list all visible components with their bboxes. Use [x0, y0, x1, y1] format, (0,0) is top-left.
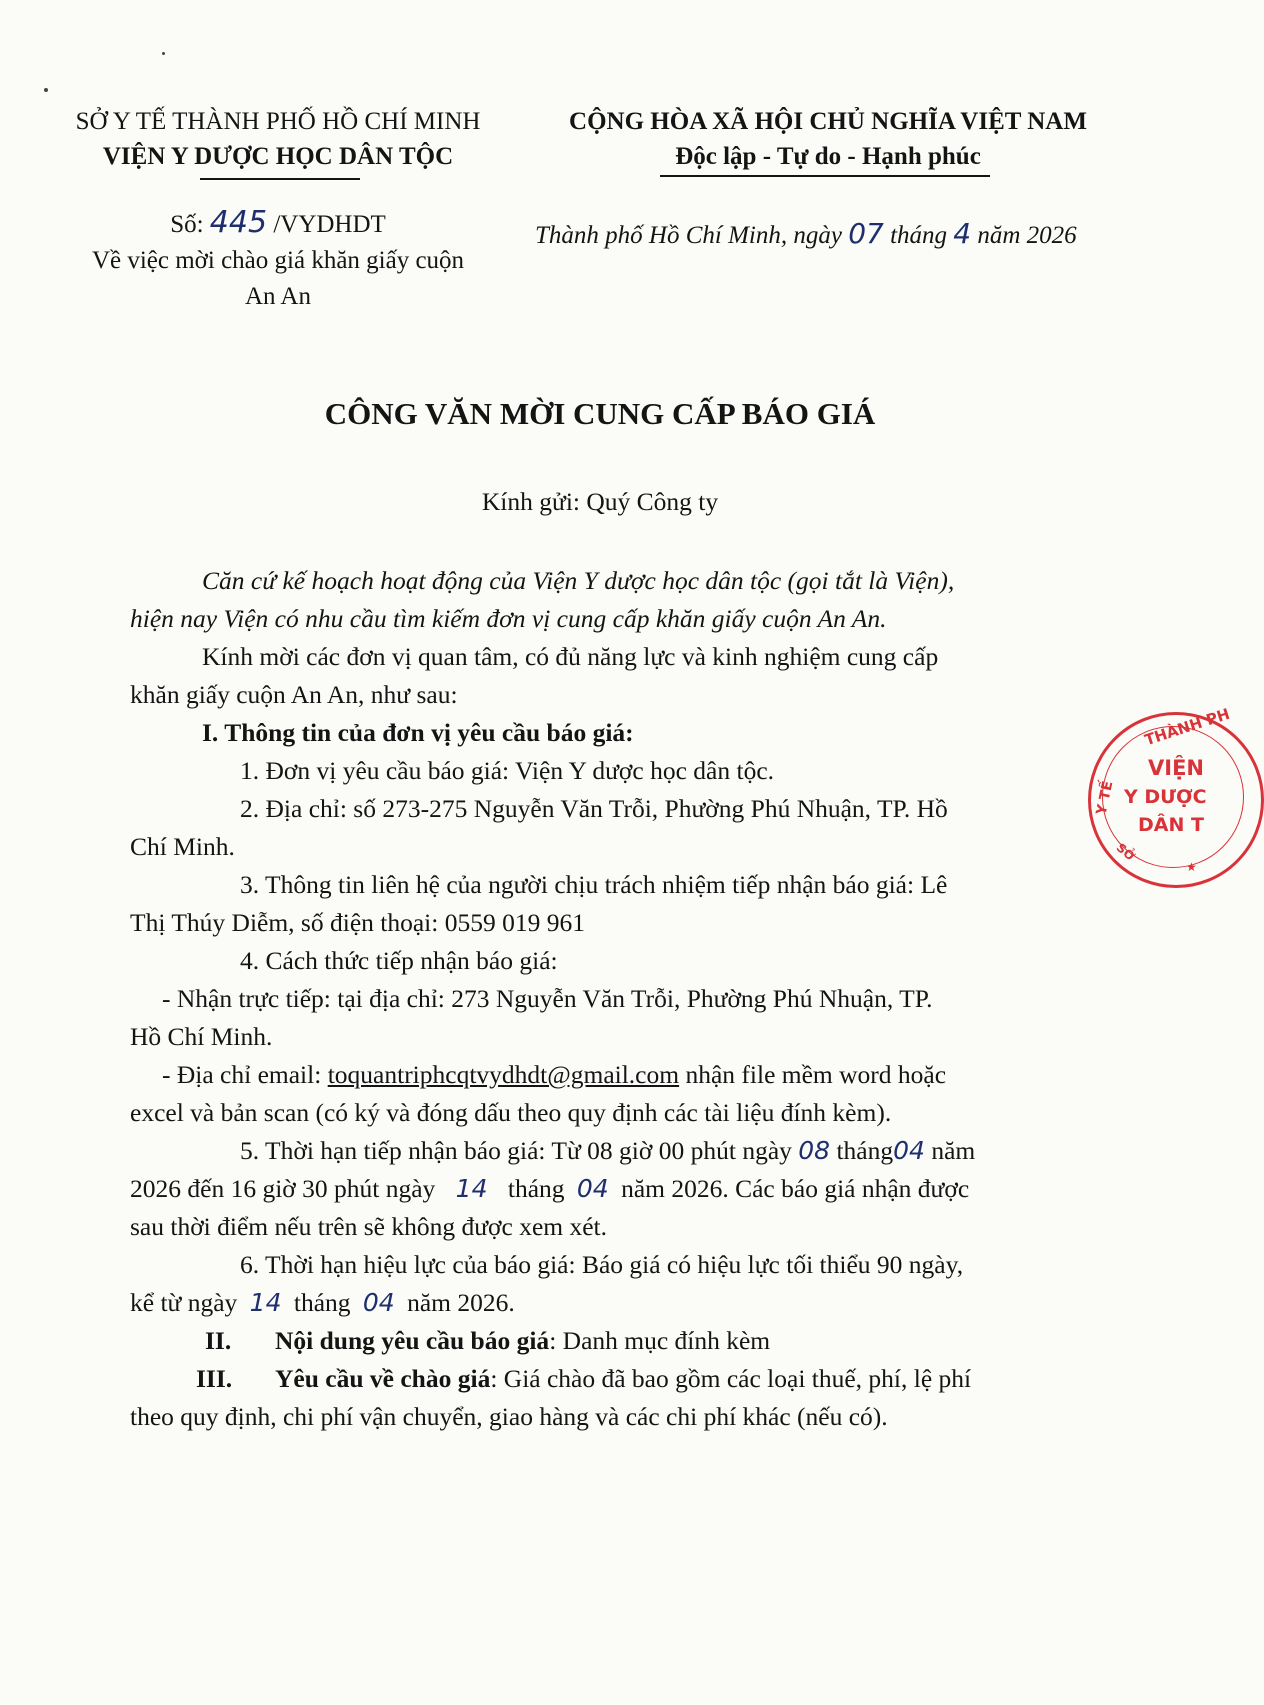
section-1-item-6-line-1: 6. Thời hạn hiệu lực của báo giá: Báo giá có hiệu lực tối thiểu 90 ngày,: [240, 1250, 964, 1279]
item6-month-handwritten: 04: [362, 1288, 395, 1317]
subject-line-2: An An: [245, 283, 311, 310]
agency-name: SỞ Y TẾ THÀNH PHỐ HỒ CHÍ MINH: [75, 108, 481, 135]
date-line: [535, 216, 1077, 253]
section-3-label: Yêu cầu về chào giá: [275, 1364, 491, 1393]
so-number-handwritten: 445: [209, 205, 268, 240]
date-prefix: Thành phố Hồ Chí Minh, ngày: [535, 222, 842, 249]
item6-text-c: năm 2026.: [407, 1288, 515, 1317]
section-1-item-3-line-2: Thị Thúy Diễm, số điện thoại: 0559 019 961: [130, 908, 585, 937]
date-month-label: tháng: [890, 222, 948, 249]
section-2-numeral: II.: [205, 1326, 232, 1355]
item5-text-f: năm 2026. Các báo giá nhận được: [621, 1174, 970, 1203]
section-1-item-6-line-2: [130, 1284, 515, 1322]
bullet-direct-line-2: Hồ Chí Minh.: [130, 1022, 273, 1051]
section-1-item-3-line-1: 3. Thông tin liên hệ của người chịu trách nhiệm tiếp nhận báo giá: Lê: [240, 870, 948, 899]
section-1-item-5-line-2: [130, 1170, 969, 1208]
section-2-line: [205, 1322, 770, 1360]
so-suffix: /VYDHDT: [273, 211, 386, 238]
section-3-text: : Giá chào đã bao gồm các loại thuế, phí, lệ phí: [490, 1364, 972, 1393]
item5-day1-handwritten: 08: [798, 1136, 831, 1165]
subject-line-1: Về việc mời chào giá khăn giấy cuộn: [91, 247, 465, 274]
institute-underline: [200, 178, 360, 180]
intro-line-4: khăn giấy cuộn An An, như sau:: [130, 680, 458, 709]
bullet-email-prefix: - Địa chỉ email:: [162, 1060, 328, 1089]
section-3-line-1: [196, 1360, 971, 1398]
item5-text-b: tháng: [836, 1136, 894, 1165]
section-1-item-2-line-1: 2. Địa chỉ: số 273-275 Nguyễn Văn Trỗi, Phường Phú Nhuận, TP. Hồ: [240, 794, 948, 823]
intro-line-1: Căn cứ kế hoạch hoạt động của Viện Y dược học dân tộc (gọi tắt là Viện),: [202, 566, 955, 595]
national-motto: Độc lập - Tự do - Hạnh phúc: [675, 143, 981, 170]
so-label: Số:: [170, 211, 204, 238]
stamp-line-3: DÂN T: [1138, 814, 1204, 836]
institute-name: VIỆN Y DƯỢC HỌC DÂN TỘC: [102, 143, 454, 170]
item6-text-b: tháng: [293, 1288, 351, 1317]
section-3-numeral: III.: [196, 1364, 233, 1393]
bullet-direct-line-1: - Nhận trực tiếp: tại địa chỉ: 273 Nguyễn Văn Trỗi, Phường Phú Nhuận, TP.: [162, 984, 933, 1013]
section-1-item-2-line-2: Chí Minh.: [130, 832, 235, 861]
item5-month1-handwritten: 04: [893, 1136, 925, 1165]
bullet-email-suffix: nhận file mềm word hoặc: [679, 1060, 947, 1089]
section-1-item-1: 1. Đơn vị yêu cầu báo giá: Viện Y dược học dân tộc.: [240, 756, 775, 785]
date-day-handwritten: 07: [848, 217, 884, 250]
stamp-ring-text: THÀNH PH: [1142, 704, 1232, 750]
stamp-line-2: Y DƯỢC: [1124, 786, 1207, 808]
stamp-line-1: VIỆN: [1148, 756, 1204, 780]
item5-text-d: 2026 đến 16 giờ 30 phút ngày: [130, 1174, 436, 1203]
intro-line-3: Kính mời các đơn vị quan tâm, có đủ năng lực và kinh nghiệm cung cấp: [202, 642, 939, 671]
item5-text-a: 5. Thời hạn tiếp nhận báo giá: Từ 08 giờ 00 phút ngày: [240, 1136, 792, 1165]
date-year: năm 2026: [977, 222, 1077, 249]
section-1-item-5-line-1: [240, 1132, 975, 1170]
national-title: CỘNG HÒA XÃ HỘI CHỦ NGHĨA VIỆT NAM: [569, 108, 1087, 135]
section-1-item-5-line-3: sau thời điểm nếu trên sẽ không được xem xét.: [130, 1212, 608, 1241]
item5-text-e: tháng: [507, 1174, 565, 1203]
section-3-line-2: theo quy định, chi phí vận chuyển, giao hàng và các chi phí khác (nếu có).: [130, 1402, 888, 1431]
date-month-handwritten: 4: [953, 217, 972, 250]
bullet-email-line-2: excel và bản scan (có ký và đóng dấu theo quy định các tài liệu đính kèm).: [130, 1098, 892, 1127]
scan-speck: [162, 52, 165, 55]
stamp-star-icon: ★: [1186, 860, 1197, 874]
bullet-email-line-1: [162, 1056, 946, 1094]
email-link[interactable]: toquantriphcqtvydhdt@gmail.com: [327, 1060, 680, 1089]
item5-day2-handwritten: 14: [455, 1174, 488, 1203]
scan-speck: [44, 88, 48, 92]
item6-day-handwritten: 14: [249, 1288, 282, 1317]
motto-underline: [660, 175, 990, 177]
item6-text-a: kể từ ngày: [130, 1288, 238, 1317]
stamp-side-text: Y TẾ: [1093, 779, 1117, 817]
document-title: CÔNG VĂN MỜI CUNG CẤP BÁO GIÁ: [324, 396, 876, 431]
stamp-bottom-text: SỞ: [1113, 840, 1138, 864]
section-1-item-4: 4. Cách thức tiếp nhận báo giá:: [240, 946, 558, 975]
reference-number: [58, 205, 498, 242]
section-2-text: : Danh mục đính kèm: [549, 1326, 771, 1355]
section-1-heading: I. Thông tin của đơn vị yêu cầu báo giá:: [202, 718, 634, 747]
item5-text-c: năm: [931, 1136, 976, 1165]
intro-line-2: hiện nay Viện có nhu cầu tìm kiếm đơn vị cung cấp khăn giấy cuộn An An.: [130, 604, 887, 633]
item5-month2-handwritten: 04: [576, 1174, 609, 1203]
section-2-label: Nội dung yêu cầu báo giá: [275, 1326, 550, 1355]
recipient-line: Kính gửi: Quý Công ty: [481, 487, 719, 516]
